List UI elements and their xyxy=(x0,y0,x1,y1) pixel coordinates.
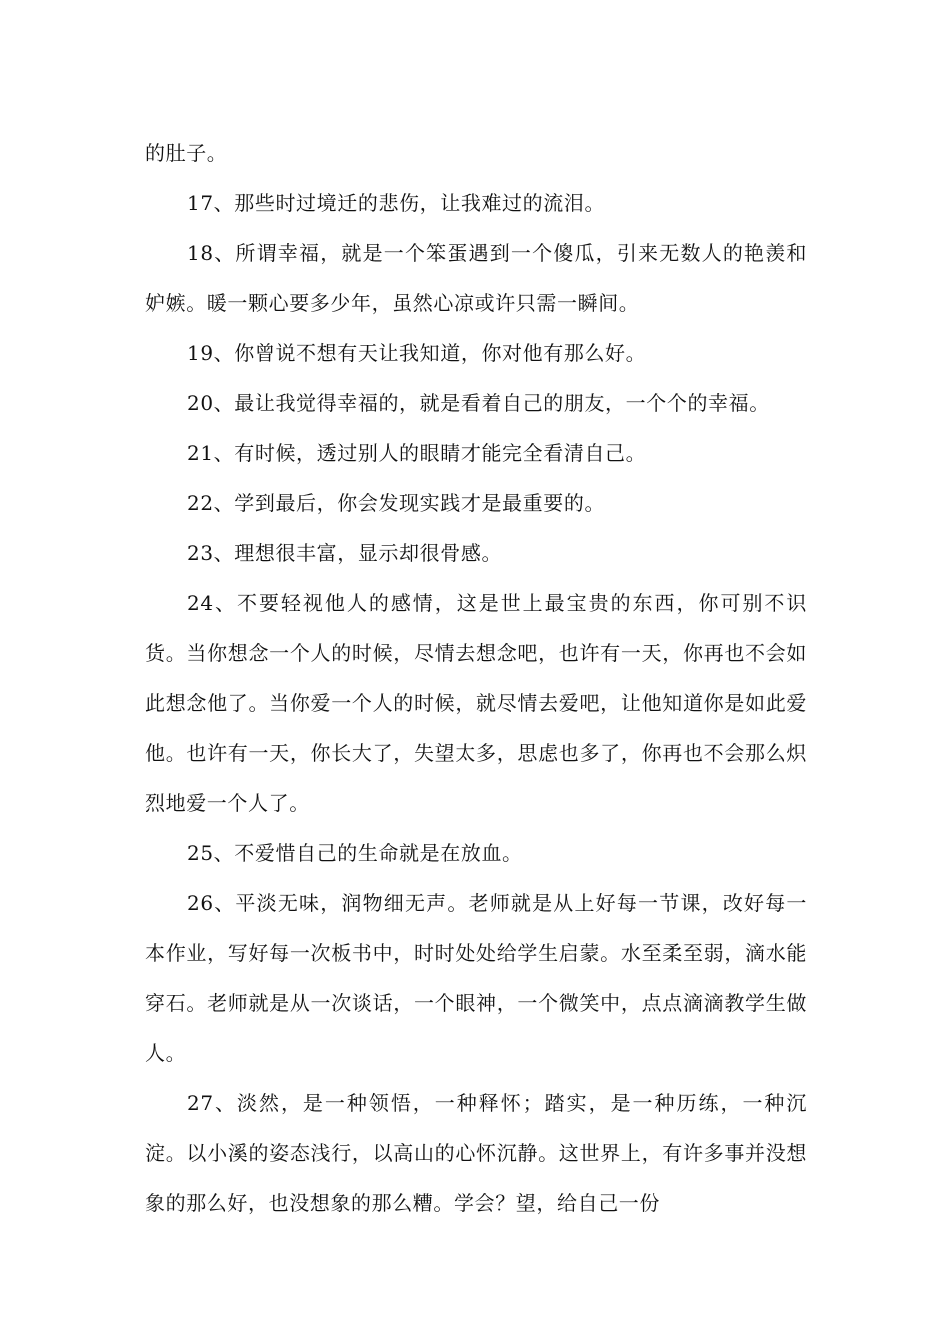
paragraph-22: 22、学到最后，你会发现实践才是最重要的。 xyxy=(187,491,606,515)
paragraph-26: 26、平淡无味，润物细无声。老师就是从上好每一节课，改好每一本作业，写好每一次板书中，时时处处给学生启蒙。水至柔至弱，滴水能穿石。老师就是从一次谈话，一个眼神，一个微笑中，点点滴滴教学生做人。 xyxy=(145,891,807,1065)
paragraph-25: 25、不爱惜自己的生命就是在放血。 xyxy=(187,841,523,865)
paragraph-18: 18、所谓幸福，就是一个笨蛋遇到一个傻瓜，引来无数人的艳羡和妒嫉。暖一颗心要多少年，虽然心凉或许只需一瞬间。 xyxy=(145,241,807,315)
paragraph-19: 19、你曾说不想有天让我知道，你对他有那么好。 xyxy=(187,341,647,365)
paragraph-continuation: 的肚子。 xyxy=(145,141,228,165)
paragraph-27: 27、淡然，是一种领悟，一种释怀；踏实，是一种历练，一种沉淀。以小溪的姿态浅行，以高山的心怀沉静。这世界上，有许多事并没想象的那么好，也没想象的那么糟。学会？望，给自己一份 xyxy=(145,1091,807,1215)
paragraph-20: 20、最让我觉得幸福的，就是看着自己的朋友，一个个的幸福。 xyxy=(187,391,770,415)
paragraph-17: 17、那些时过境迁的悲伤，让我难过的流泪。 xyxy=(187,191,606,215)
paragraph-23: 23、理想很丰富，显示却很骨感。 xyxy=(187,541,503,565)
document-body xyxy=(145,128,807,1228)
paragraph-21: 21、有时候，透过别人的眼睛才能完全看清自己。 xyxy=(187,441,647,465)
paragraph-24: 24、不要轻视他人的感情，这是世上最宝贵的东西，你可别不识货。当你想念一个人的时候，尽情去想念吧，也许有一天，你再也不会如此想念他了。当你爱一个人的时候，就尽情去爱吧，让他知道你是如此爱他。也许有一天，你长大了，失望太多，思虑也多了，你再也不会那么炽烈地爱一个人了。 xyxy=(145,591,807,815)
